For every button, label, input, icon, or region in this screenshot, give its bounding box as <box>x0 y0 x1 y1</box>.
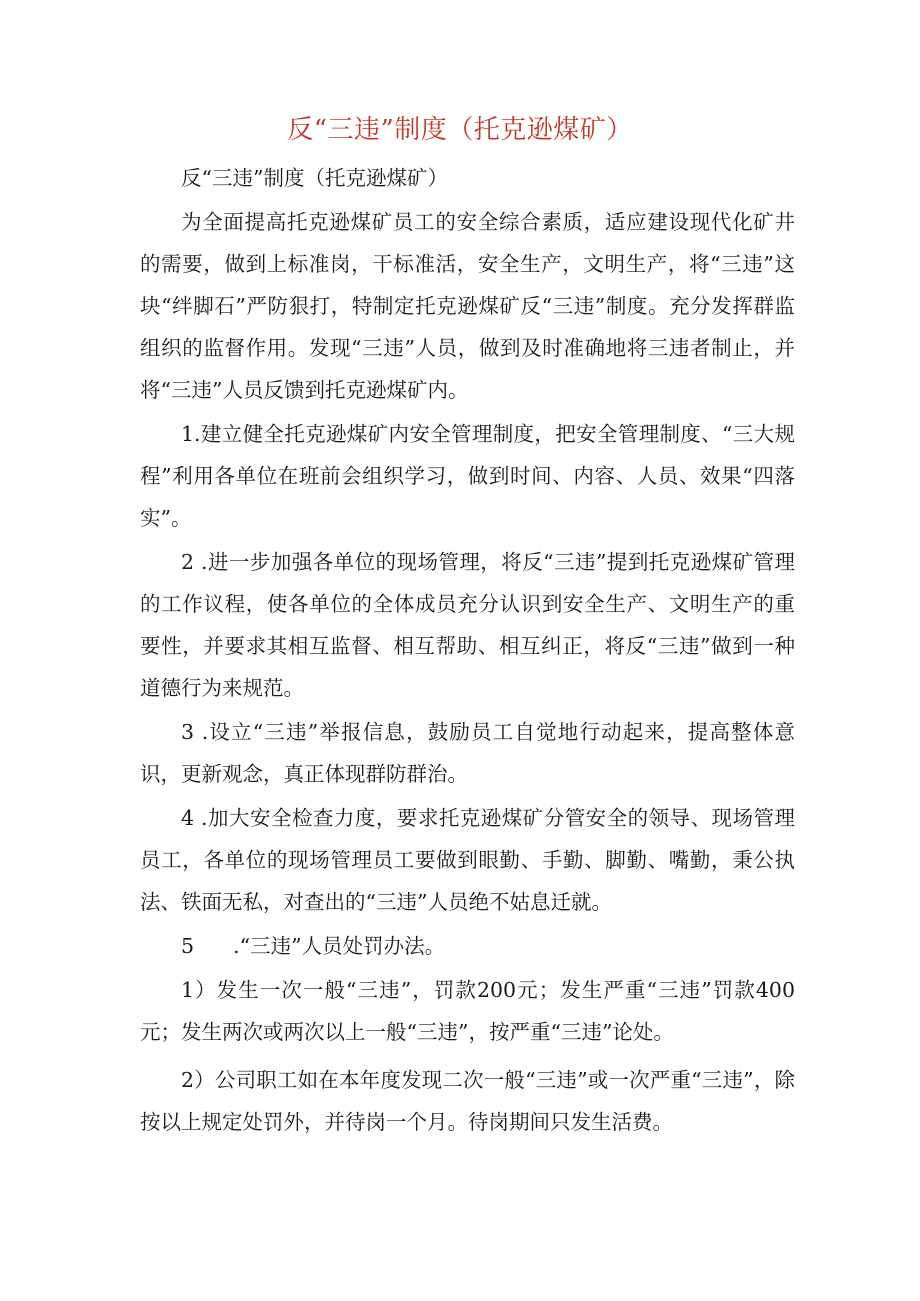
paragraph-item-3: 3 .设立“三违”举报信息，鼓励员工自觉地行动起来，提高整体意识，更新观念，真正体现群防群治。 <box>140 720 795 786</box>
document-body <box>140 157 795 1143</box>
paragraph-item-2: 2 .进一步加强各单位的现场管理，将反“三违”提到托克逊煤矿管理的工作议程，使各单位的全体成员充分认识到安全生产、文明生产的重要性，并要求其相互监督、相互帮助、相互纠正，将反“三违”做到一种道德行为来规范。 <box>140 550 795 700</box>
paragraph-item-1: 1.建立健全托克逊煤矿内安全管理制度，把安全管理制度、“三大规程”利用各单位在班前会组织学习，做到时间、内容、人员、效果“四落实”。 <box>140 422 795 530</box>
paragraph-item-4: 4 .加大安全检查力度，要求托克逊煤矿分管安全的领导、现场管理员工，各单位的现场管理员工要做到眼勤、手勤、脚勤、嘴勤，秉公执法、铁面无私，对查出的“三违”人员绝不姑息迁就。 <box>140 806 795 914</box>
document-title: 反“三违”制度（托克逊煤矿） <box>287 115 633 145</box>
paragraph-penalty-1: 1）发生一次一般“三违”，罚款200元；发生严重“三违”罚款400元；发生两次或两次以上一般“三违”，按严重“三违”论处。 <box>140 978 795 1044</box>
paragraph-item-5: 5 .“三违”人员处罚办法。 <box>181 934 446 958</box>
paragraph-intro: 为全面提高托克逊煤矿员工的安全综合素质，适应建设现代化矿井的需要，做到上标准岗，干标准活，安全生产，文明生产，将“三违”这块“绊脚石”严防狠打，特制定托克逊煤矿反“三违”制度。充分发挥群监组织的监督作用。发现“三违”人员，做到及时准确地将三违者制止，并将“三违”人员反馈到托克逊煤矿内。 <box>140 210 795 402</box>
paragraph-penalty-2: 2）公司职工如在本年度发现二次一般“三违”或一次严重“三违”，除按以上规定处罚外，并待岗一个月。待岗期间只发生活费。 <box>140 1068 795 1134</box>
document-subtitle: 反“三违”制度（托克逊煤矿） <box>181 166 448 190</box>
